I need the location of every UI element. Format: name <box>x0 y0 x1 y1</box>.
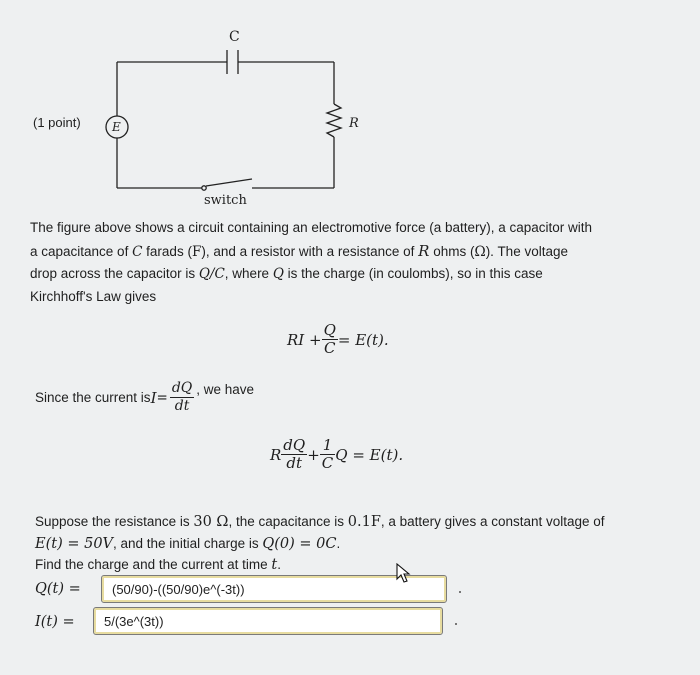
description-line-2: a capacitance of C farads (F), and a resistor with a resistance of R ohms (Ω). The voltage <box>30 241 568 260</box>
cursor-arrow-icon <box>396 563 412 585</box>
description-line-3: drop across the capacitor is Q/C, where Q is the charge (in coulombs), so in this case <box>30 266 543 282</box>
switch-lever <box>206 179 252 186</box>
current-definition: Since the current is I = $\frac{dQ}{dt}$ , we have <box>35 380 255 414</box>
capacitor-label: C <box>229 29 240 45</box>
description-line-4: Kirchhoff's Law gives <box>30 288 157 304</box>
circuit-diagram <box>0 0 700 215</box>
switch-label: switch <box>204 193 247 208</box>
one-over-c-fraction: $\frac{1}{C}$ <box>321 436 334 472</box>
kirchhoff-equation: RI + $\frac{Q}{C}$ = E(t). <box>287 321 389 357</box>
dq-dt-fraction-2: $\frac{dQ}{dt}$ <box>283 436 306 472</box>
resistor <box>327 104 341 137</box>
i-answer-input[interactable]: 5/(3e^(3t)) <box>93 607 443 635</box>
differential-equation: R $\frac{dQ}{dt}$ + $\frac{1}{C}$ Q = E(t). <box>270 436 404 472</box>
given-values-line-2: E(t) = 50V, and the initial charge is Q(0) = 0C. <box>35 536 341 552</box>
resistor-label: R <box>349 116 359 131</box>
emf-label: E <box>112 120 121 134</box>
description-line-1: The figure above shows a circuit containing an electromotive force (a battery), a capacitor with <box>30 220 593 235</box>
dq-dt-fraction: $\frac{dQ}{dt}$ <box>171 380 193 414</box>
question-line: Find the charge and the current at time t. <box>35 557 281 573</box>
problem-description <box>30 217 670 308</box>
q-answer-dot <box>459 591 461 593</box>
q-answer-label: Q(t) = <box>35 581 81 597</box>
q-over-c-fraction: $\frac{Q}{C}$ <box>323 321 336 357</box>
i-answer-dot <box>455 623 457 625</box>
points-label: (1 point) <box>33 115 81 130</box>
given-values-line-1: Suppose the resistance is 30 Ω, the capacitance is 0.1F, a battery gives a constant voltage of <box>35 514 605 530</box>
q-answer-input[interactable]: (50/90)-((50/90)e^(-3t)) <box>101 575 447 603</box>
i-answer-label: I(t) = <box>35 614 75 630</box>
